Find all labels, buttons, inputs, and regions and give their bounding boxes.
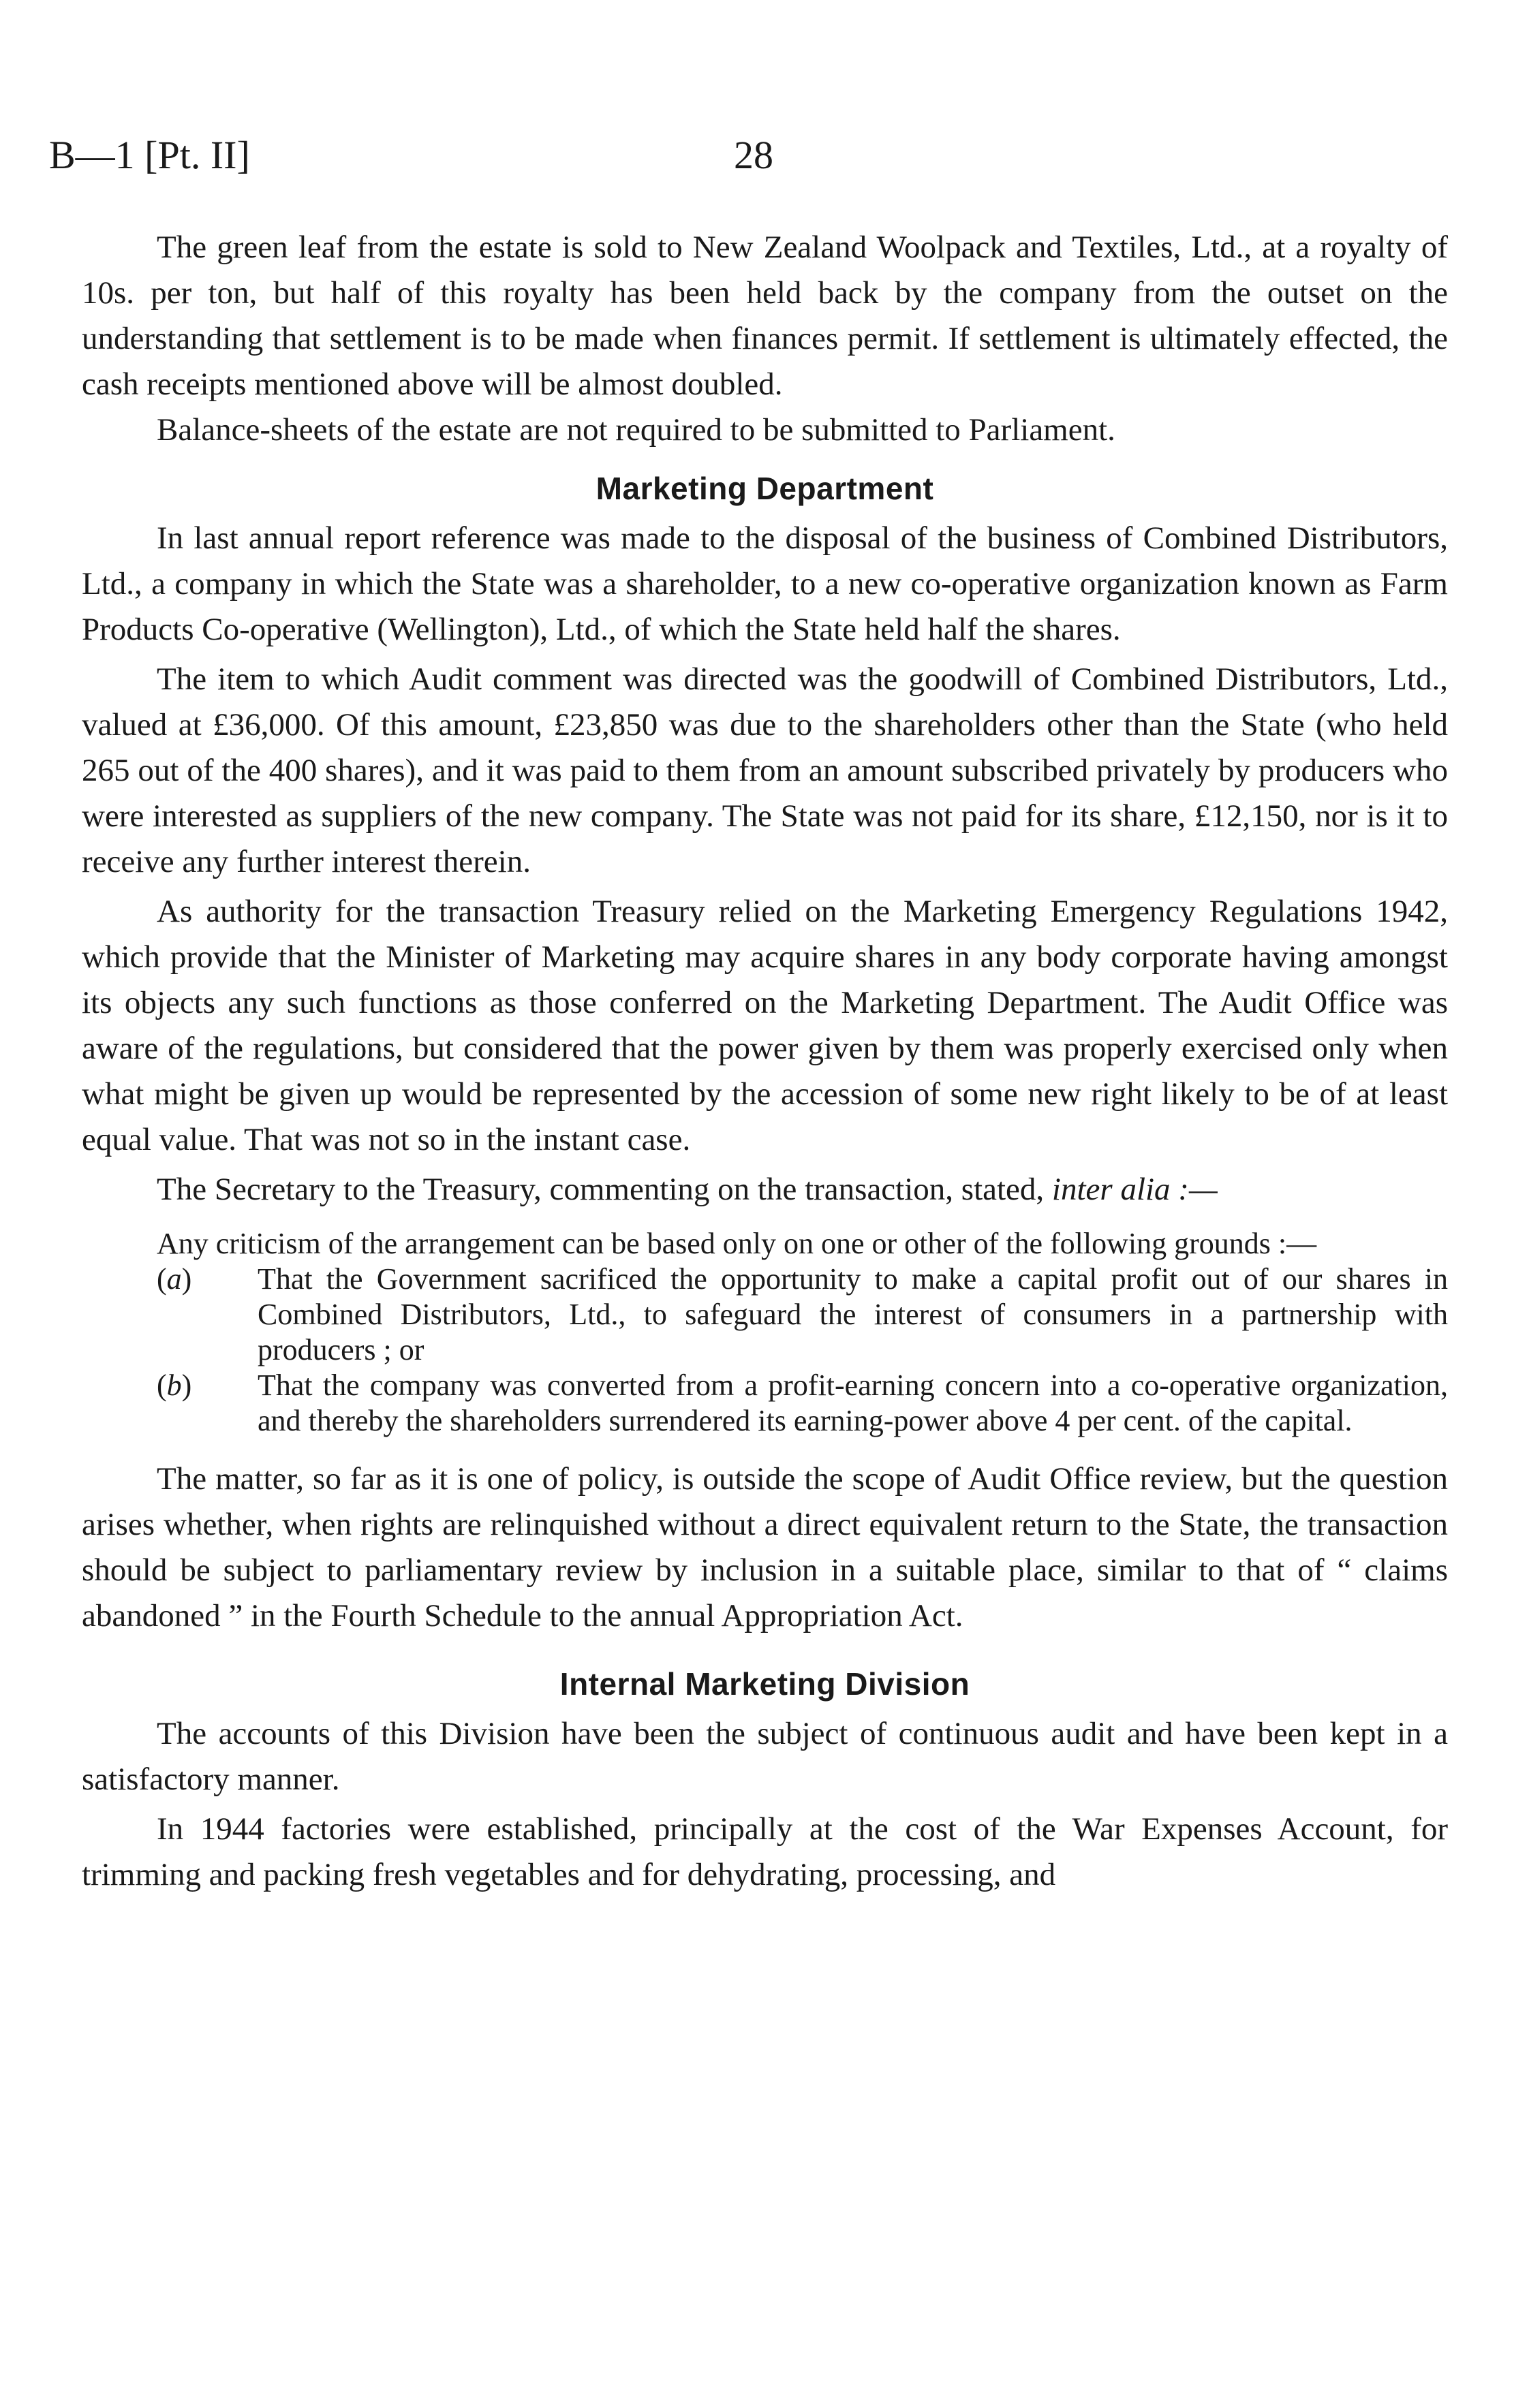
quote-item-label: (b) <box>157 1369 192 1402</box>
quote-lead: Any criticism of the arrangement can be based only on one or other of the following grounds :— <box>157 1227 1317 1260</box>
paragraph-balance-sheets: Balance-sheets of the estate are not required to be submitted to Parliament. <box>157 412 1115 448</box>
document-reference: B—1 [Pt. II] <box>49 133 250 177</box>
quote-item-b <box>82 1368 1448 1439</box>
page-header <box>49 128 1480 183</box>
paragraph-marketing-1: In last annual report reference was made to the disposal of the business of Combined Distributors, Ltd., a company in which the State was a shareholder, to a new co-operative organization known as Farm Products Co-operative (Wellington), Ltd., of which the State held half the shares. <box>82 520 1448 647</box>
block-quote <box>82 1226 1448 1439</box>
page-number: 28 <box>734 133 773 177</box>
section-heading-marketing: Marketing Department <box>596 471 934 506</box>
paragraph-marketing-3: As authority for the transaction Treasury relied on the Marketing Emergency Regulations 1942, which provide that the Minister of Marketing may acquire shares in any body corporate having amongst its objects any such functions as those conferred on the Marketing Department. The Audit Office was aware of the regulations, but considered that the power given by them was properly exercised only when what might be given up would be represented by the accession of some new right likely to be of at least equal value. That was not so in the instant case. <box>82 894 1448 1157</box>
quote-item-a <box>82 1262 1448 1368</box>
secretary-italic: inter alia :— <box>1051 1172 1218 1207</box>
paragraph-internal-1: The accounts of this Division have been the subject of continuous audit and have been kept in a satisfactory manner. <box>82 1716 1448 1797</box>
secretary-intro: The Secretary to the Treasury, commenting on the transaction, stated, <box>157 1172 1045 1207</box>
quote-item-text: That the Government sacrificed the opportunity to make a capital profit out of our shares in Combined Distributors, Ltd., to safeguard the interest of consumers in a partnership with producers ; or <box>258 1262 1448 1366</box>
quote-item-text: That the company was converted from a profit-earning concern into a co-operative organization, and thereby the shareholders surrendered its earning-power above 4 per cent. of the capital. <box>258 1369 1448 1437</box>
paragraph-green-leaf: The green leaf from the estate is sold to New Zealand Woolpack and Textiles, Ltd., at a royalty of 10s. per ton, but half of this royalty has been held back by the company from the outset on the understanding that settlement is to be made when finances permit. If settlement is ultimately effected, the cash receipts mentioned above will be almost doubled. <box>82 230 1448 402</box>
paragraph-internal-2: In 1944 factories were established, principally at the cost of the War Expenses Account, for trimming and packing fresh vegetables and for dehydrating, processing, and <box>82 1811 1448 1892</box>
paragraph-closing: The matter, so far as it is one of policy, is outside the scope of Audit Office review, but the question arises whether, when rights are relinquished without a direct equivalent return to the State, the transaction should be subject to parliamentary review by inclusion in a suitable place, similar to that of “ claims abandoned ” in the Fourth Schedule to the annual Appropriation Act. <box>82 1461 1448 1633</box>
quote-item-label: (a) <box>157 1262 192 1296</box>
page-body <box>82 225 1448 1898</box>
paragraph-secretary-statement <box>82 1167 1448 1213</box>
section-heading-internal-marketing: Internal Marketing Division <box>559 1666 970 1702</box>
paragraph-marketing-2: The item to which Audit comment was directed was the goodwill of Combined Distributors, Ltd., valued at £36,000. Of this amount, £23,850 was due to the shareholders other than the State (who held 265 out of the 400 shares), and it was paid to them from an amount subscribed privately by producers who were interested as suppliers of the new company. The State was not paid for its share, £12,150, nor is it to receive any further interest therein. <box>82 661 1448 879</box>
